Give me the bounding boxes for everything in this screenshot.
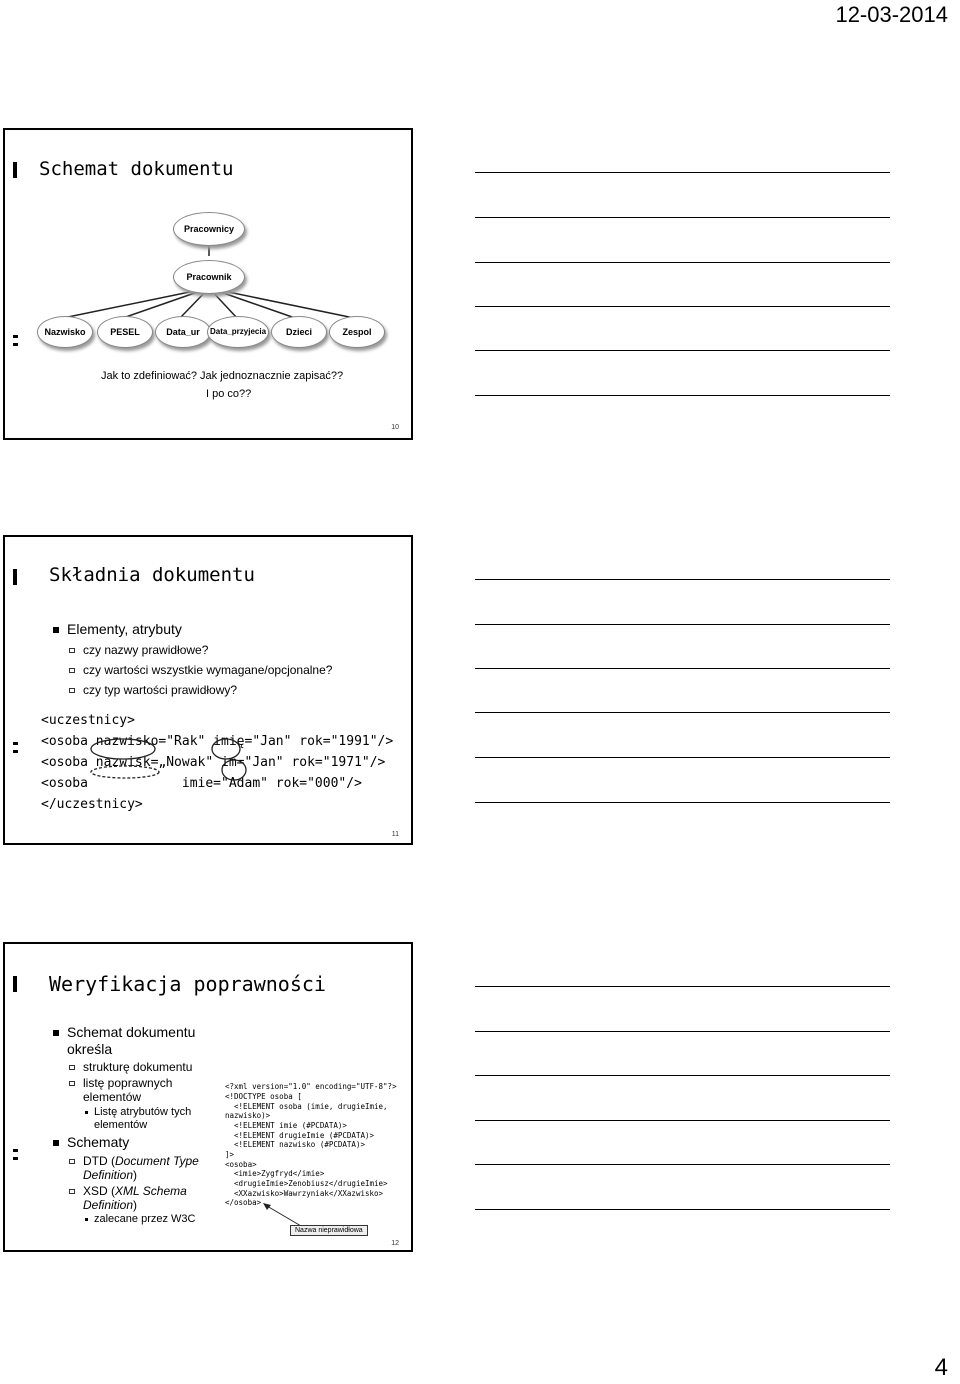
question-text: I po co?? (206, 388, 252, 400)
note-arrow (5, 944, 415, 1254)
bullet-item: Schematy (53, 1134, 129, 1150)
code-line: <uczestnicy> (41, 713, 135, 728)
tree-leaf: Zespol (329, 316, 385, 348)
slide-number: 10 (391, 424, 399, 431)
notes-line (475, 217, 890, 218)
code-line: </uczestnicy> (41, 797, 143, 812)
page-number: 4 (934, 1354, 948, 1381)
notes-line (475, 712, 890, 713)
code-line: <osoba nazwisko="Rak" imię="Jan" rok="1991"/> (41, 734, 394, 749)
code-line: <XXazwisko>Wawrzyniak</XXazwisko> (225, 1189, 384, 1198)
slide-number: 11 (391, 831, 399, 838)
tree-leaf: Dzieci (271, 316, 327, 348)
code-line: <!ELEMENT imie (#PCDATA)> (225, 1121, 347, 1130)
code-line: <imie>Zygfryd</imie> (225, 1169, 325, 1178)
sub-bullet-item: czy wartości wszystkie wymagane/opcjonalne? (69, 663, 332, 677)
notes-line (475, 172, 890, 173)
sub-bullet-item: XSD (XML Schema (69, 1184, 187, 1198)
notes-line (475, 757, 890, 758)
code-line: <!ELEMENT nazwisko (#PCDATA)> (225, 1140, 365, 1149)
subsub-bullet-item-cont: elementów (94, 1119, 148, 1131)
tree-leaf: Data_ur (155, 316, 211, 348)
code-line: <!DOCTYPE osoba [ (225, 1092, 302, 1101)
subsub-bullet-item: Listę atrybutów tych (85, 1106, 191, 1118)
bullet-item: Elementy, atrybuty (53, 621, 182, 637)
error-highlights (5, 537, 415, 847)
notes-line (475, 350, 890, 351)
notes-line (475, 1164, 890, 1165)
notes-line (475, 1031, 890, 1032)
slide-title: Schemat dokumentu (39, 158, 234, 180)
code-line: </osoba> (225, 1198, 262, 1207)
tree-node-root: Pracownicy (173, 212, 245, 246)
code-line: <!ELEMENT osoba (imie, drugieImie, (225, 1102, 388, 1111)
sub-bullet-item: czy typ wartości prawidłowy? (69, 683, 237, 697)
slide-12 (3, 942, 413, 1252)
sub-bullet-item-cont: Definition) (83, 1168, 138, 1182)
code-line: <osoba nazwisk=„Nowak" im="Jan" rok="1971"/> (41, 755, 386, 770)
code-line: <osoba imie="Adam" rok="000"/> (41, 776, 362, 791)
sub-bullet-item-cont: Definition) (83, 1198, 138, 1212)
slide-title: Weryfikacja poprawności (49, 972, 326, 996)
notes-line (475, 668, 890, 669)
slide-number: 12 (391, 1240, 399, 1247)
notes-line (475, 395, 890, 396)
subsub-bullet-item: zalecane przez W3C (85, 1213, 196, 1225)
code-line: <?xml version="1.0" encoding="UTF-8"?> (225, 1082, 397, 1091)
tree-leaf: PESEL (97, 316, 153, 348)
code-line: <drugieImie>Zenobiusz</drugieImie> (225, 1179, 388, 1188)
document-date: 12-03-2014 (835, 2, 948, 27)
sub-bullet-item: czy nazwy prawidłowe? (69, 643, 208, 657)
notes-line (475, 1120, 890, 1121)
notes-line (475, 1209, 890, 1210)
code-line: <!ELEMENT drugieImie (#PCDATA)> (225, 1131, 375, 1140)
sub-bullet-item: DTD (Document Type (69, 1154, 199, 1168)
notes-line (475, 986, 890, 987)
notes-line (475, 579, 890, 580)
notes-line (475, 624, 890, 625)
error-note: Nazwa nieprawidłowa (290, 1225, 368, 1236)
notes-line (475, 1075, 890, 1076)
tree-node-child: Pracownik (173, 260, 245, 294)
slide-title: Składnia dokumentu (49, 564, 255, 586)
code-line: nazwisko)> (225, 1111, 271, 1120)
sub-bullet-item: strukturę dokumentu (69, 1060, 192, 1074)
tree-leaf: Data_przyjecia (207, 316, 269, 348)
code-line: ]> (225, 1150, 235, 1159)
sub-bullet-item: listę poprawnych (69, 1076, 172, 1090)
bullet-item-cont: określa (67, 1041, 113, 1057)
notes-line (475, 802, 890, 803)
slide-11 (3, 535, 413, 845)
notes-line (475, 306, 890, 307)
notes-line (475, 262, 890, 263)
code-line: <osoba> (225, 1160, 257, 1169)
slide-10 (3, 128, 413, 440)
bullet-item: Schemat dokumentu (53, 1024, 195, 1040)
sub-bullet-item-cont: elementów (83, 1090, 142, 1104)
question-text: Jak to zdefiniować? Jak jednoznacznie zapisać?? (101, 370, 344, 382)
tree-leaf: Nazwisko (37, 316, 93, 348)
